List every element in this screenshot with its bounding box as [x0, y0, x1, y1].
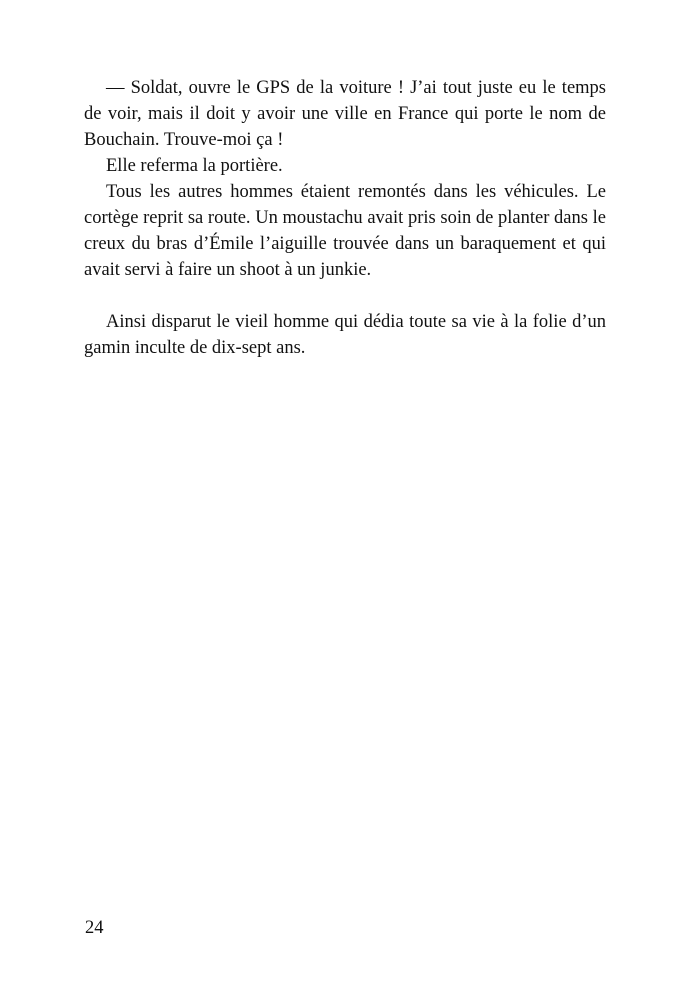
page-number: 24	[85, 918, 104, 938]
paragraph-door: Elle referma la portière.	[106, 156, 283, 176]
paragraph-convoy: Tous les autres hommes étaient remontés dans les véhicules. Le cortège reprit sa route. Un moustachu avait pris soin de planter dans le creux du bras d’Émile l’aiguille trouvée dans un baraquement et qui avait servi à faire un shoot à un junkie.	[84, 182, 606, 280]
paragraph-ending: Ainsi disparut le vieil homme qui dédia toute sa vie à la folie d’un gamin inculte de dix-sept ans.	[84, 312, 606, 358]
page-body	[84, 75, 606, 361]
paragraph-dialogue: — Soldat, ouvre le GPS de la voiture ! J’ai tout juste eu le temps de voir, mais il doit y avoir une ville en France qui porte le nom de Bouchain. Trouve-moi ça !	[84, 78, 606, 150]
